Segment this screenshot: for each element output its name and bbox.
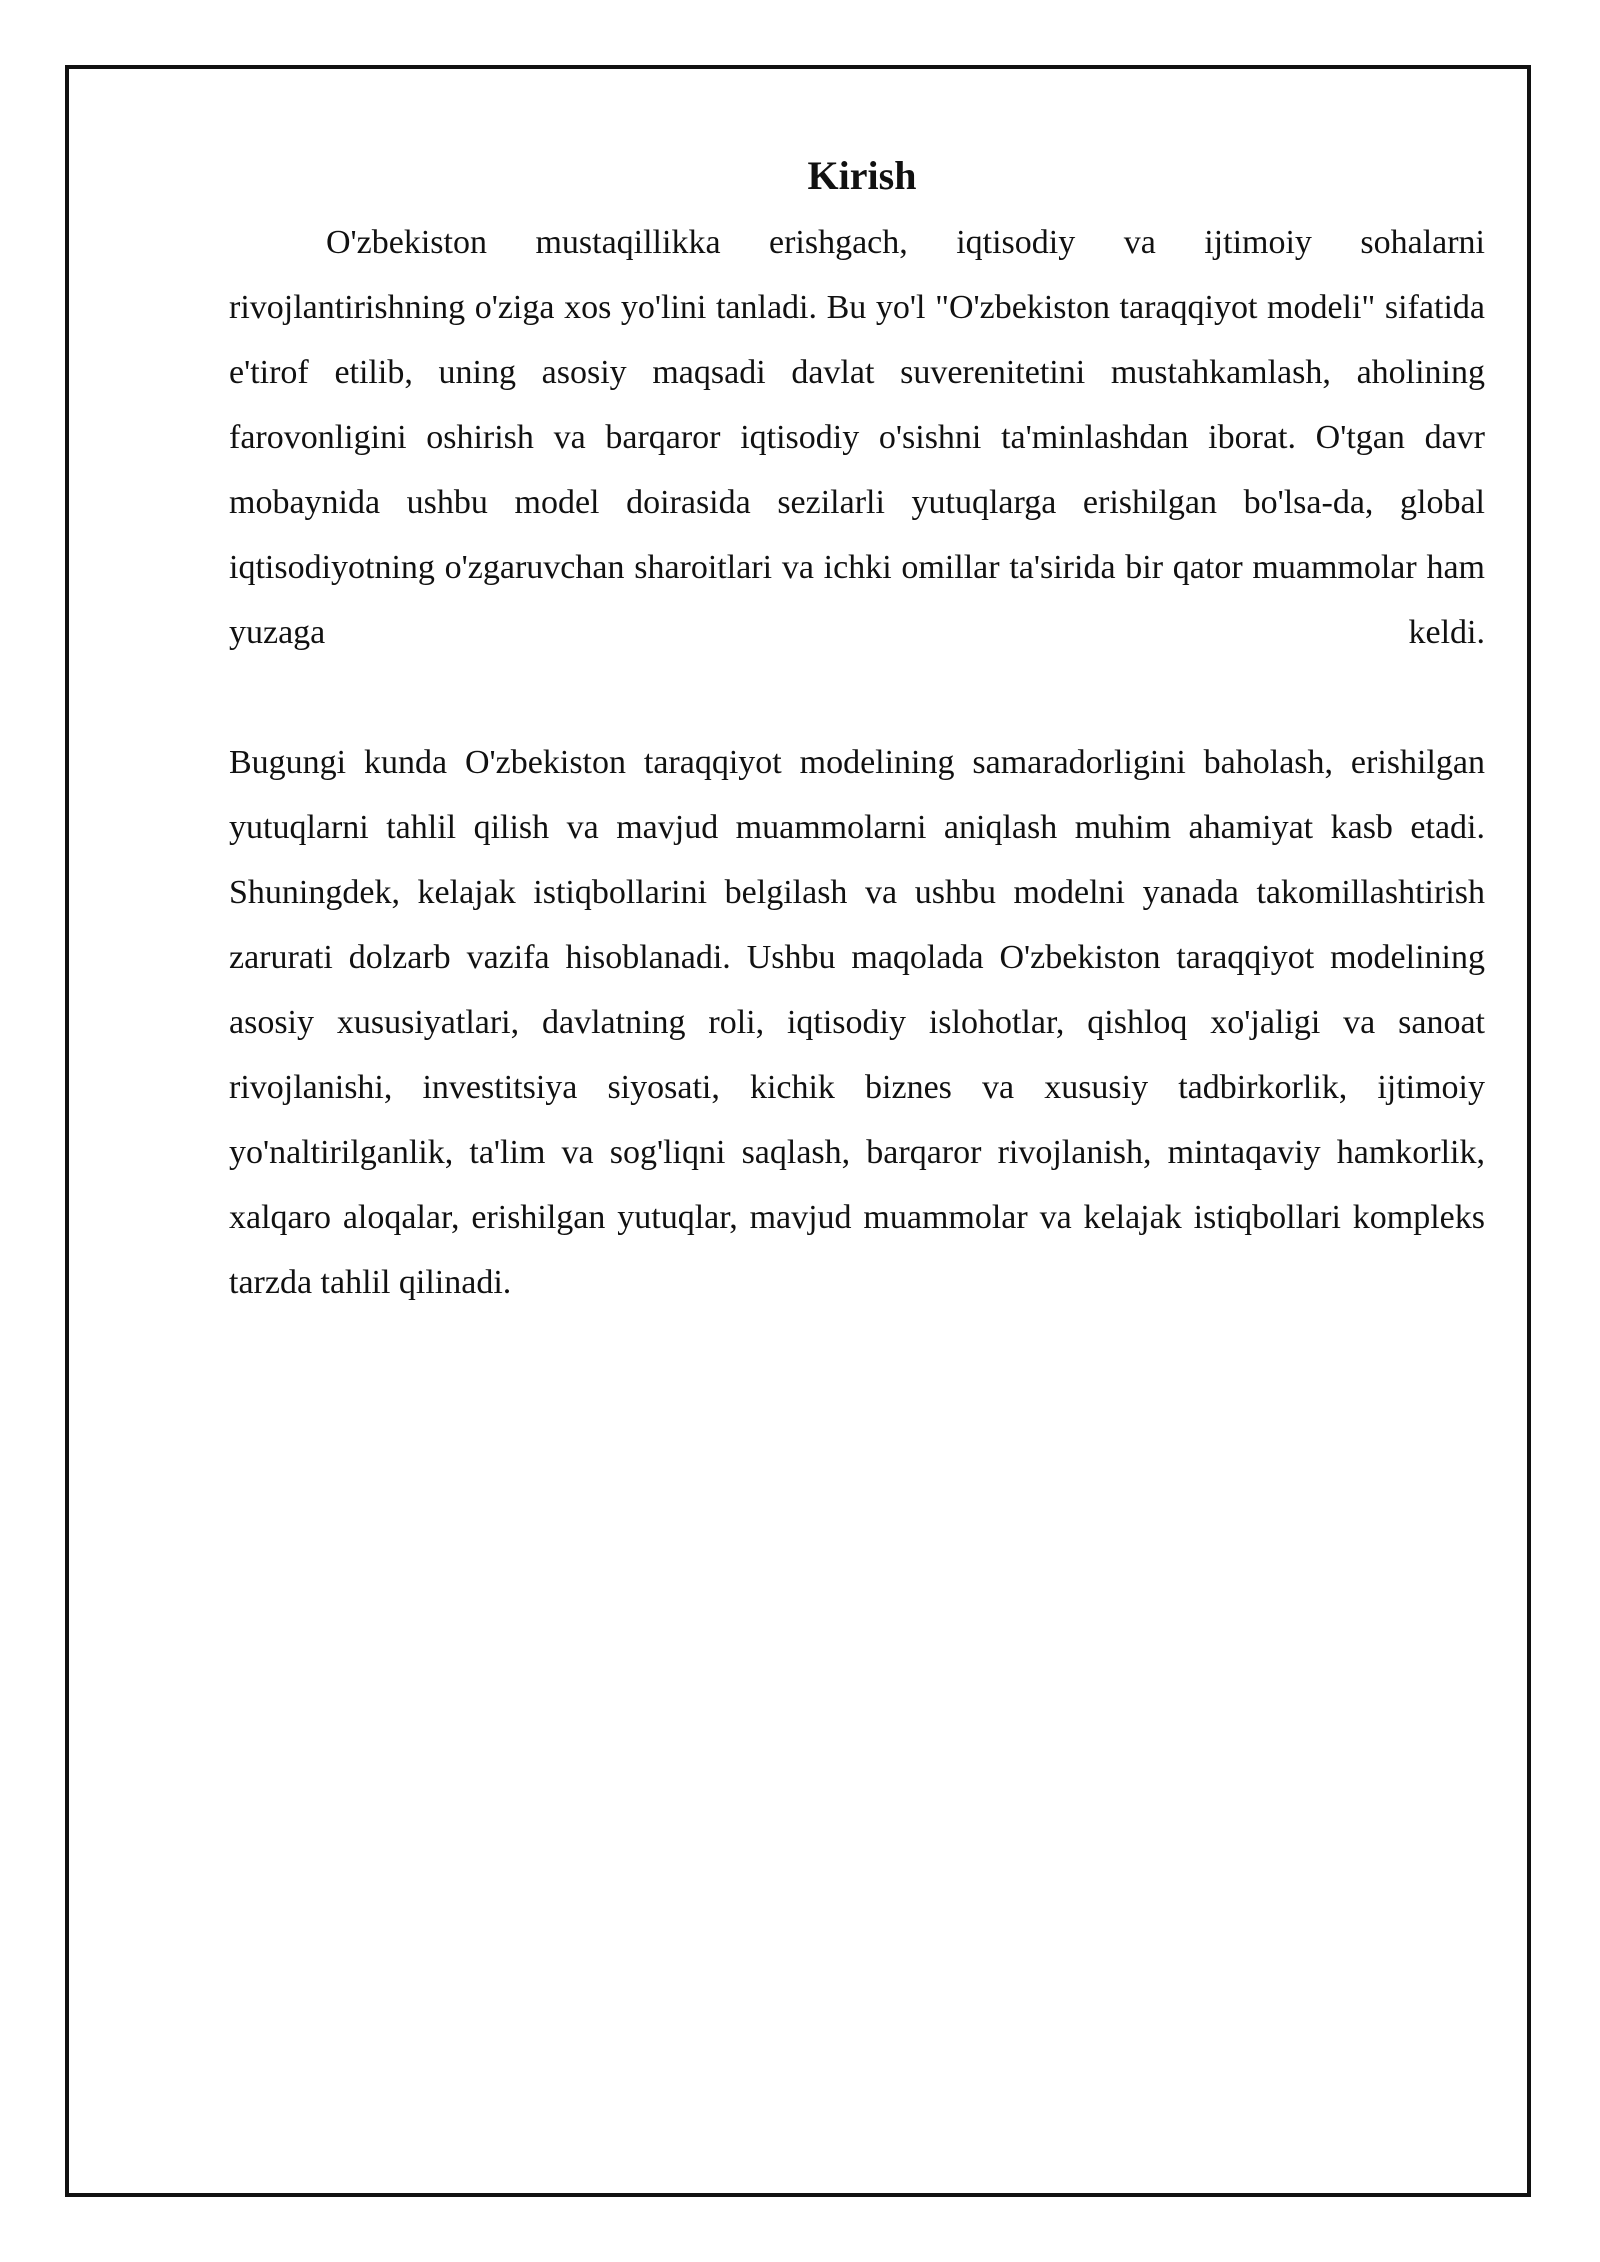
paragraph-spacer [229, 665, 1485, 730]
paragraph-intro: O'zbekiston mustaqillikka erishgach, iqtisodiy va ijtimoiy sohalarni rivojlantirishning o'ziga xos yo'lini tanladi. Bu yo'l "O'zbekiston taraqqiyot modeli" sifatida e'tirof etilib, uning asosiy maqsadi davlat suverenitetini mustahkamlash, aholining farovonligini oshirish va barqaror iqtisodiy o'sishni ta'minlashdan iborat. O'tgan davr mobaynida ushbu model doirasida sezilarli yutuqlarga erishilgan bo'lsa-da, global iqtisodiyotning o'zgaruvchan sharoitlari va ichki omillar ta'sirida bir qator muammolar ham yuzaga keldi. [229, 224, 1485, 651]
document-title: Kirish [807, 153, 917, 198]
document-body [229, 148, 1485, 1315]
paragraph-body: Bugungi kunda O'zbekiston taraqqiyot modelining samaradorligini baholash, erishilgan yutuqlarni tahlil qilish va mavjud muammolarni aniqlash muhim ahamiyat kasb etadi. Shuningdek, kelajak istiqbollarini belgilash va ushbu modelni yanada takomillashtirish zarurati dolzarb vazifa hisoblanadi. Ushbu maqolada O'zbekiston taraqqiyot modelining asosiy xususiyatlari, davlatning roli, iqtisodiy islohotlar, qishloq xo'jaligi va sanoat rivojlanishi, investitsiya siyosati, kichik biznes va xususiy tadbirkorlik, ijtimoiy yo'naltirilganlik, ta'lim va sog'liqni saqlash, barqaror rivojlanish, mintaqaviy hamkorlik, xalqaro aloqalar, erishilgan yutuqlar, mavjud muammolar va kelajak istiqbollari kompleks tarzda tahlil qilinadi. [229, 744, 1485, 1301]
